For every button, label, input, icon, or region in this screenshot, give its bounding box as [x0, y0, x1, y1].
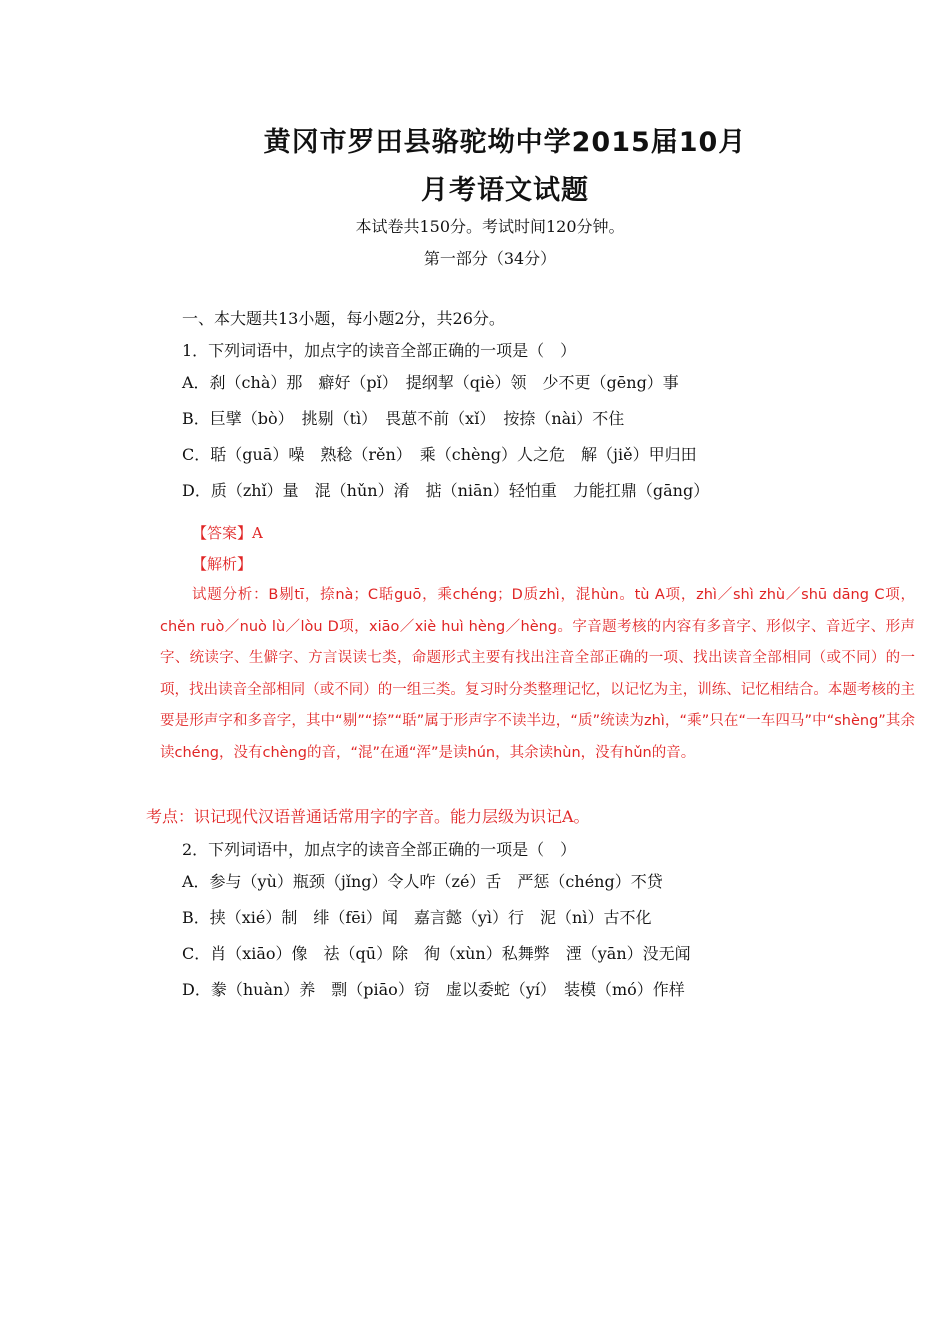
q2-stem: 2．下列词语中，加点字的读音全部正确的一项是（ ） — [182, 840, 577, 859]
analysis-text: 试题分析：B剔tī，捺nà；C聒guō，乘chéng；D质zhì，混hùn。tù A项，zhì／shì zhù／shū dāng C项，chěn ruò／nuò lù／lòu D项，xiāo／xiè huì hèng／hèng。字音题考核的内容有多音字、形似字、音近字、形声字、统读字、生僻字、方言误读七类，命题形式主要有找出注音全部正确的一项、找出读音全部相同（或不同）的一项，找出读音全部相同（或不同）的一组三类。复习时分类整理记忆，以记忆为主，训练、记忆相结合。本题考核的主要是形声字和多音字，其中“剔”“捺”“聒”属于形声字不读半边，“质”统读为zhì，“乘”只在“一车四马”中“shèng”其余读chéng，没有chèng的音，“混”在通“浑”是读hún，其余读hùn，没有hǔn的音。 — [160, 587, 915, 761]
q2-option-a: A．参与（yù）瓶颈（jǐng）令人咋（zé）舌 严惩（chéng）不贷 — [182, 872, 663, 891]
q2-option-b: B．挟（xié）制 绯（fēi）闻 嘉言懿（yì）行 泥（nì）古不化 — [182, 908, 652, 927]
answer-label: 【答案】A — [192, 524, 263, 542]
q2-option-c: C．肖（xiāo）像 祛（qū）除 徇（xùn）私舞弊 湮（yān）没无闻 — [182, 944, 691, 963]
q1-option-b: B．巨擘（bò） 挑剔（tì） 畏葸不前（xǐ） 按捺（nài）不住 — [182, 409, 625, 428]
part-heading: 第一部分（34分） — [423, 249, 557, 268]
analysis-text-block — [160, 580, 915, 769]
page-title-line1: 黄冈市罗田县骆驼坳中学2015届10月 — [263, 127, 747, 158]
analysis-label: 【解析】 — [192, 555, 253, 573]
q1-stem: 1．下列词语中，加点字的读音全部正确的一项是（ ） — [182, 341, 577, 360]
page-title-line2: 月考语文试题 — [421, 175, 589, 206]
section-heading: 一、本大题共13小题，每小题2分，共26分。 — [182, 309, 505, 328]
q1-option-c: C．聒（guā）噪 熟稔（rěn） 乘（chèng）人之危 解（jiě）甲归田 — [182, 445, 697, 464]
q1-option-d: D．质（zhǐ）量 混（hǔn）淆 掂（niān）轻怕重 力能扛鼎（gāng） — [182, 481, 710, 500]
q2-option-d: D．豢（huàn）养 剽（piāo）窃 虚以委蛇（yí） 装模（mó）作样 — [182, 980, 685, 999]
kaodian-note: 考点：识记现代汉语普通话常用字的字音。能力层级为识记A。 — [146, 807, 590, 826]
exam-intro: 本试卷共150分。考试时间120分钟。 — [355, 217, 625, 236]
q1-option-a: A．刹（chà）那 癖好（pǐ） 提纲挈（qiè）领 少不更（gēng）事 — [182, 373, 679, 392]
